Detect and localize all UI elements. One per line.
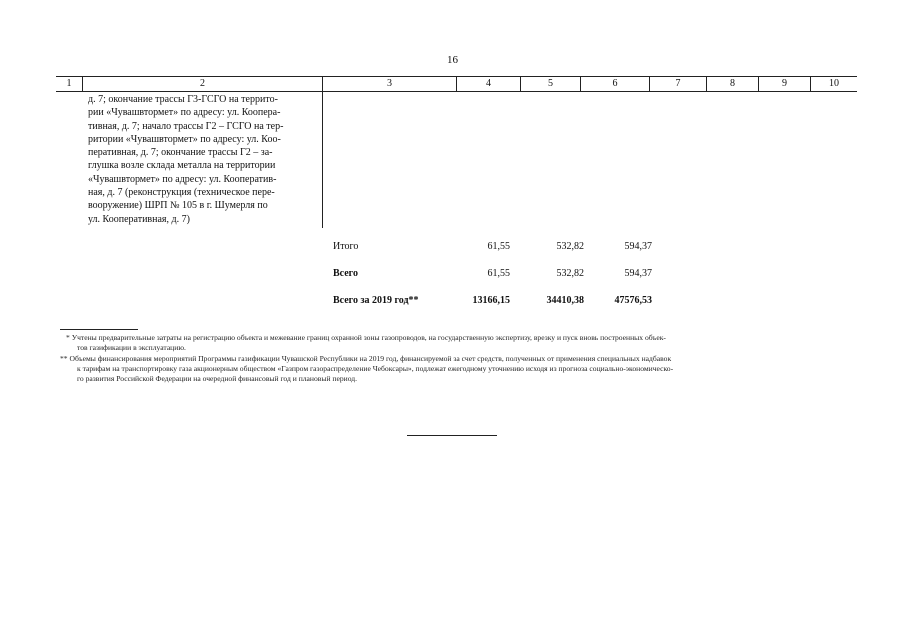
object-description [88,93,322,226]
header-col-4: 4 [486,78,491,89]
header-col-3: 3 [387,78,392,89]
footnote-1-line-1: * Учтены предварительные затраты на регистрацию объекта и межевание границ охранной зоны газопроводов, на государственную экспертизу, врезку и пуск вновь построенных объек- [66,333,666,342]
text-line: ритории «Чувашвтормет» по адресу: ул. Коо- [88,133,281,145]
footnote-2-line-3: го развития Российской Федерации на очередной финансовый год и плановый период. [77,374,358,383]
total-label: Итого [333,241,359,252]
text-line: перативная, д. 7; окончание трассы Г2 – за- [88,147,273,159]
footnote-2-line-2: к тарифам на транспортировку газа акционерным обществом «Газпром газораспределение Чебоксары», подлежат ежегодному уточнению исходя из прогноза социально-экономическо- [77,364,674,373]
text-line: вооружение) ШРП № 105 в г. Шумерля по [88,200,268,212]
year-total-col4: 13166,15 [472,295,510,306]
header-col-9: 9 [782,78,787,89]
text-line: ная, д. 7 (реконструкция (техническое пере- [88,187,275,199]
grand-col4: 61,55 [487,268,510,279]
grand-label: Всего [333,268,358,279]
page-number: 16 [447,54,458,66]
grand-col5: 532,82 [556,268,584,279]
footnote-2-line-1: ** Объемы финансирования мероприятий Программы газификации Чувашской Республики на 2019 год, финансируемой за счет средств, полученных от применения специальных надбавок [60,354,672,363]
text-line: тивная, д. 7; начало трассы Г2 – ГСГО на тер- [88,120,284,132]
cell-border [322,90,323,228]
total-col6: 594,37 [624,241,652,252]
total-col4: 61,55 [487,241,510,252]
header-col-1: 1 [66,78,72,89]
year-total-col6: 47576,53 [614,295,652,306]
header-col-2: 2 [200,78,205,89]
text-line: «Чувашвтормет» по адресу: ул. Кооператив- [88,173,277,185]
table-header-row [56,76,857,92]
text-line: д. 7; окончание трассы Г3-ГСГО на террито- [88,94,278,105]
header-col-8: 8 [730,78,735,89]
text-line: глушка возле склада металла на территории [88,160,276,172]
footnote-separator [60,329,138,330]
total-col5: 532,82 [556,241,584,252]
grand-col6: 594,37 [624,268,652,279]
year-total-label: Всего за 2019 год** [333,295,419,306]
text-line: ул. Кооперативная, д. 7) [88,213,190,225]
year-total-col5: 34410,38 [546,295,584,306]
text-line: рии «Чувашвтормет» по адресу: ул. Коопера- [88,107,281,119]
end-separator [407,435,497,436]
footnote-1-line-2: тов газификации в эксплуатацию. [77,343,186,352]
header-col-10: 10 [829,78,839,89]
header-col-6: 6 [612,78,618,89]
header-col-7: 7 [675,78,681,89]
header-col-5: 5 [548,78,553,89]
